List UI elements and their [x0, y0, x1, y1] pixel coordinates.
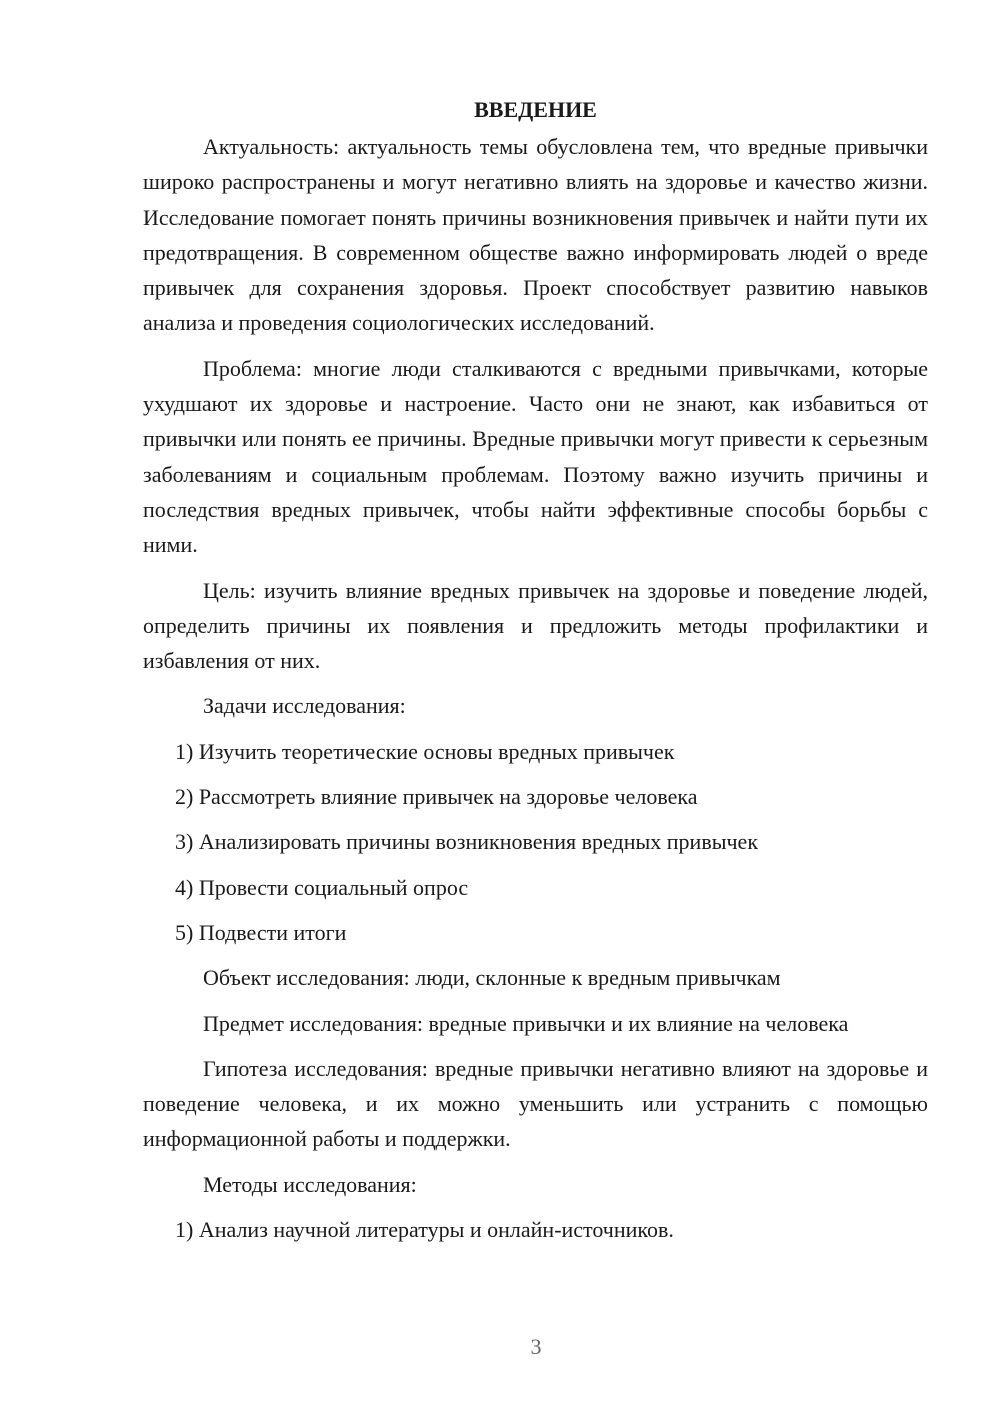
task-item: 1) Изучить теоретические основы вредных привычек: [175, 738, 675, 764]
task-item: 2) Рассмотреть влияние привычек на здоровье человека: [175, 784, 698, 810]
task-item: 4) Провести социальный опрос: [175, 874, 469, 900]
task-item: 5) Подвести итоги: [175, 919, 347, 945]
section-heading: ВВЕДЕНИЕ: [474, 97, 597, 122]
relevance-paragraph: Актуальность: актуальность темы обусловлена тем, что вредные привычки широко распространены и могут негативно влиять на здоровье и качество жизни. Исследование помогает понять причины возникновения привычек и найти пути их предотвращения. В современном обществе важно информировать людей о вреде привычек для сохранения здоровья. Проект способствует развитию навыков анализа и проведения социологических исследований.: [143, 134, 928, 336]
goal-paragraph: Цель: изучить влияние вредных привычек на здоровье и поведение людей, определить причины их появления и предложить методы профилактики и избавления от них.: [143, 577, 928, 674]
task-item: 3) Анализировать причины возникновения вредных привычек: [175, 829, 759, 855]
subject-line: Предмет исследования: вредные привычки и их влияние на человека: [203, 1010, 849, 1036]
methods-title: Методы исследования:: [203, 1171, 417, 1197]
page-number: 3: [530, 1334, 542, 1359]
problem-paragraph: Проблема: многие люди сталкиваются с вредными привычками, которые ухудшают их здоровье и настроение. Часто они не знают, как избавиться от привычки или понять ее причины. Вредные привычки могут привести к серьезным заболеваниям и социальным проблемам. Поэтому важно изучить причины и последствия вредных привычек, чтобы найти эффективные способы борьбы с ними.: [143, 355, 928, 558]
document-body: [143, 92, 928, 1257]
object-line: Объект исследования: люди, склонные к вредным привычкам: [203, 965, 781, 991]
tasks-title: Задачи исследования:: [203, 693, 406, 719]
method-item: 1) Анализ научной литературы и онлайн-источников.: [175, 1217, 674, 1243]
hypothesis-paragraph: Гипотеза исследования: вредные привычки негативно влияют на здоровье и поведение человека, и их можно уменьшить или устранить с помощью информационной работы и поддержки.: [143, 1055, 928, 1152]
